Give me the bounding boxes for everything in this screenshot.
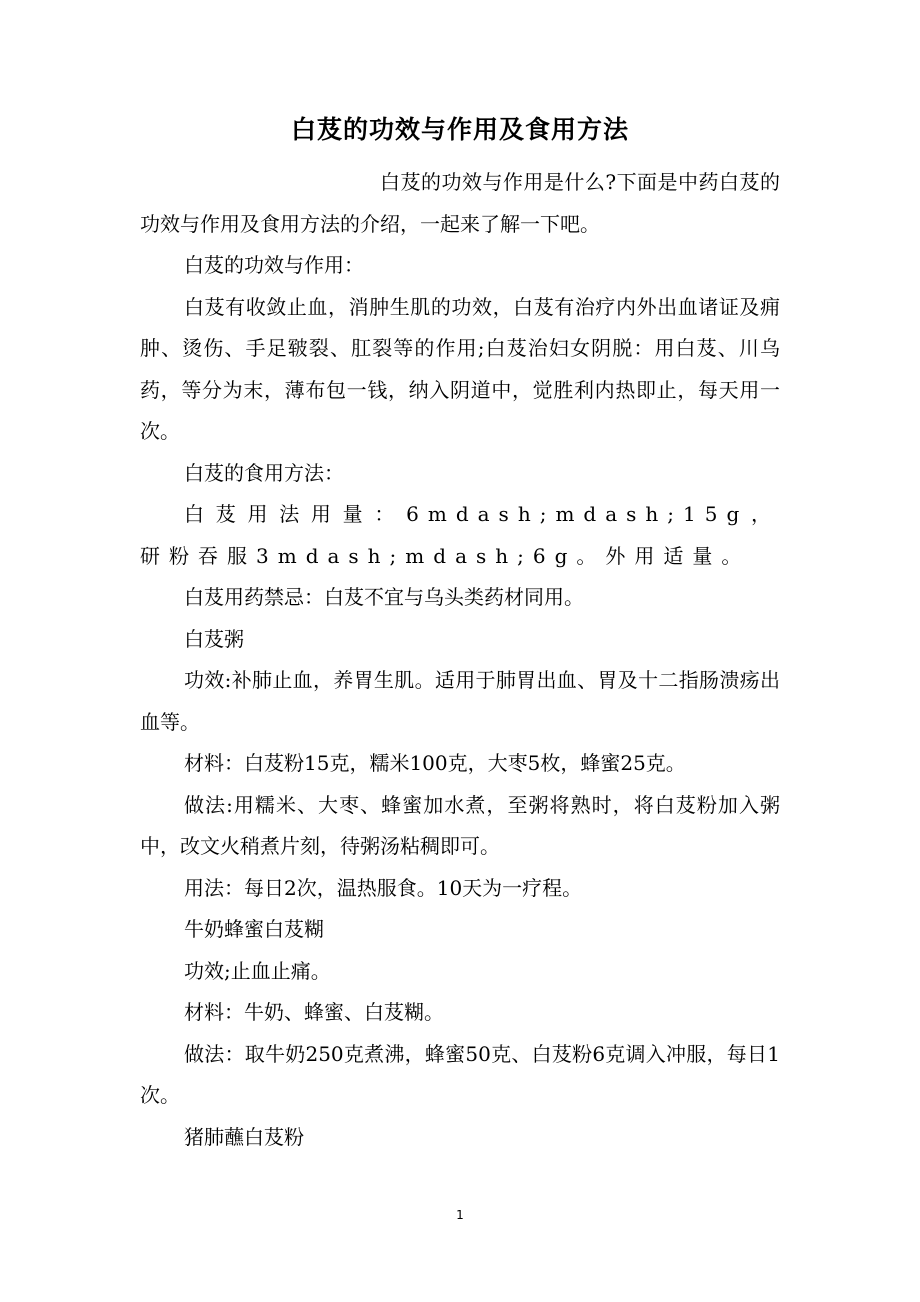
paragraph-porridge-method: 做法:用糯米、大枣、蜂蜜加水煮，至粥将熟时，将白芨粉加入粥中，改文火稍煮片刻，待粥汤粘稠即可。: [140, 792, 780, 858]
paragraph-recipe-title-lung: 猪肺蘸白芨粉: [184, 1124, 304, 1149]
page-number: 1: [456, 1208, 464, 1222]
paragraph-milk-ingredients: 材料：牛奶、蜂蜜、白芨糊。: [184, 1000, 444, 1024]
paragraph-recipe-title-porridge: 白芨粥: [184, 626, 244, 651]
paragraph-recipe-title-milk: 牛奶蜂蜜白芨糊: [184, 917, 324, 941]
paragraph-intro: 白芨的功效与作用是什么?下面是中药白芨的功效与作用及食用方法的介绍，一起来了解一下吧。: [140, 170, 780, 236]
paragraph-heading-effects: 白芨的功效与作用：: [184, 253, 364, 277]
paragraph-porridge-usage: 用法：每日2次，温热服食。10天为一疗程。: [184, 875, 583, 900]
paragraph-effects: 白芨有收敛止血，消肿生肌的功效，白芨有治疗内外出血诸证及痈肿、烫伤、手足皲裂、肛裂等的作用;白芨治妇女阴脱：用白芨、川乌药，等分为末，薄布包一钱，纳入阴道中，觉胜利内热即止，每天用一次。: [140, 294, 780, 443]
paragraph-dosage: 白芨用法用量：6mdash;mdash;15g，研粉吞服3mdash;mdash;6g。外用适量。: [140, 502, 780, 568]
document-body: [140, 162, 780, 1158]
paragraph-porridge-ingredients: 材料：白芨粉15克，糯米100克，大枣5枚，蜂蜜25克。: [184, 751, 686, 775]
document-title: 白芨的功效与作用及食用方法: [290, 115, 629, 144]
paragraph-milk-method: 做法：取牛奶250克煮沸，蜂蜜50克、白芨粉6克调入冲服，每日1次。: [140, 1041, 780, 1107]
paragraph-contraindications: 白芨用药禁忌：白芨不宜与乌头类药材同用。: [184, 585, 584, 609]
paragraph-heading-usage: 白芨的食用方法：: [184, 460, 344, 485]
paragraph-porridge-effect: 功效:补肺止血，养胃生肌。适用于肺胃出血、胃及十二指肠溃疡出血等。: [140, 668, 780, 734]
paragraph-milk-effect: 功效;止血止痛。: [184, 958, 331, 983]
